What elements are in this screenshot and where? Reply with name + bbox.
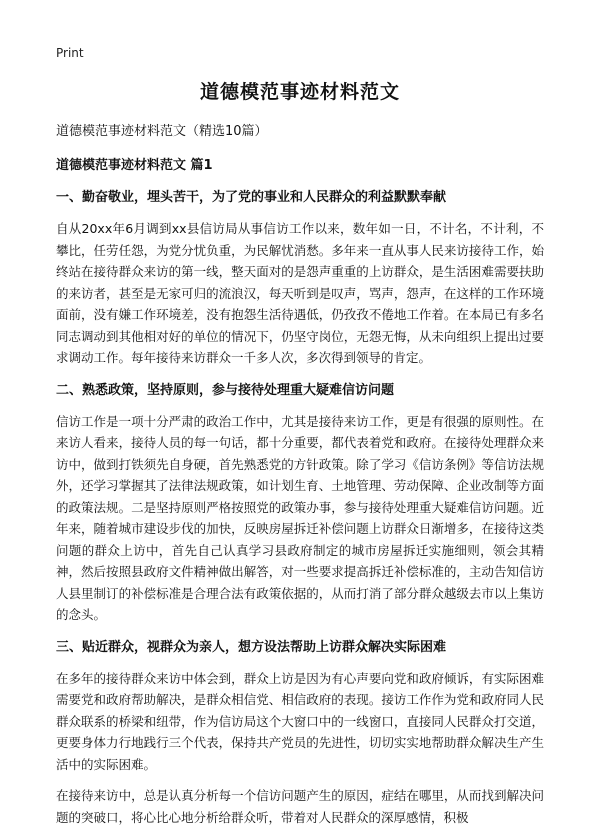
section-heading-3: 三、贴近群众，视群众为亲人，想方设法帮助上访群众解决实际困难	[56, 639, 447, 655]
article-title: 道德模范事迹材料范文 篇1	[56, 158, 213, 173]
section-3-paragraph-1: 在多年的接待群众来访中体会到，群众上访是因为有心声要向党和政府倾诉，有实际困难需要党和政府帮助解决，是群众相信党、相信政府的表现。接访工作作为党和政府同人民群众联系的桥梁和纽带，作为信访局这个大窗口中的一线窗口，直接同人民群众打交道，更要身体力行地践行三个代表，保持共产党员的先进性，切切实实地帮助群众解决生产生活中的实际困难。	[56, 670, 544, 772]
section-heading-1: 一、勤奋敬业，埋头苦干，为了党的事业和人民群众的利益默默奉献	[56, 190, 447, 205]
document-subtitle: 道德模范事迹材料范文（精选10篇）	[56, 124, 268, 139]
section-2-paragraph-1: 信访工作是一项十分严肃的政治工作中，尤其是接待来访工作，更是有很强的原则性。在来访人看来，接待人员的每一句话，都十分重要，都代表着党和政府。在接待处理群众来访中，做到打铁须先自身硬，首先熟悉党的方针政策。除了学习《信访条例》等信访法规外，还学习掌握其了法律法规政策，如计划生育、土地管理、劳动保障、企业改制等方面的政策法规。二是坚持原则严格按照党的政策办事，参与接待处理重大疑难信访问题。近年来，随着城市建设步伐的加快，反映房屋拆迁补偿问题上访群众日渐增多，在接待这类问题的群众上访中，首先自己认真学习县政府制定的城市房屋拆迁实施细则，领会其精神，然后按照县政府文件精神做出解答，对一些要求提高拆迁补偿标准的，主动告知信访人县里制订的补偿标准是合理合法有政策依据的，从而打消了部分群众越级去市以上集访的念头。	[56, 413, 544, 622]
document-page	[56, 74, 544, 828]
section-3-paragraph-2: 在接待来访中，总是认真分析每一个信访问题产生的原因，症结在哪里，从而找到解决问题的突破口，将心比心地分析给群众听，带着对人民群众的深厚感情，积极	[56, 788, 544, 825]
section-heading-2: 二、熟悉政策，坚持原则，参与接待处理重大疑难信访问题	[56, 382, 395, 398]
section-1-paragraph-1: 自从20xx年6月调到xx县信访局从事信访工作以来，数年如一日，不计名，不计利，不攀比，任劳任怨，为党分忧负重，为民解忧消愁。多年来一直从事人民来访接待工作，始终站在接待群众来访的第一线，整天面对的是怨声重重的上访群众，是生活困难需要扶助的来访者，甚至是无家可归的流浪汉，每天听到是叹声，骂声，怨声，在这样的工作环境面前，没有嫌工作环境差，没有抱怨生活待遇低，仍孜孜不倦地工作着。在本局已有多名同志调动到其他相对好的单位的情况下，仍坚守岗位，无怨无悔，从未向组织上提出过要求调动工作。每年接待来访群众一千多人次，多次得到领导的肯定。	[56, 221, 544, 365]
document-title: 道德模范事迹材料范文	[199, 81, 400, 103]
print-link[interactable]: Print	[56, 46, 84, 60]
